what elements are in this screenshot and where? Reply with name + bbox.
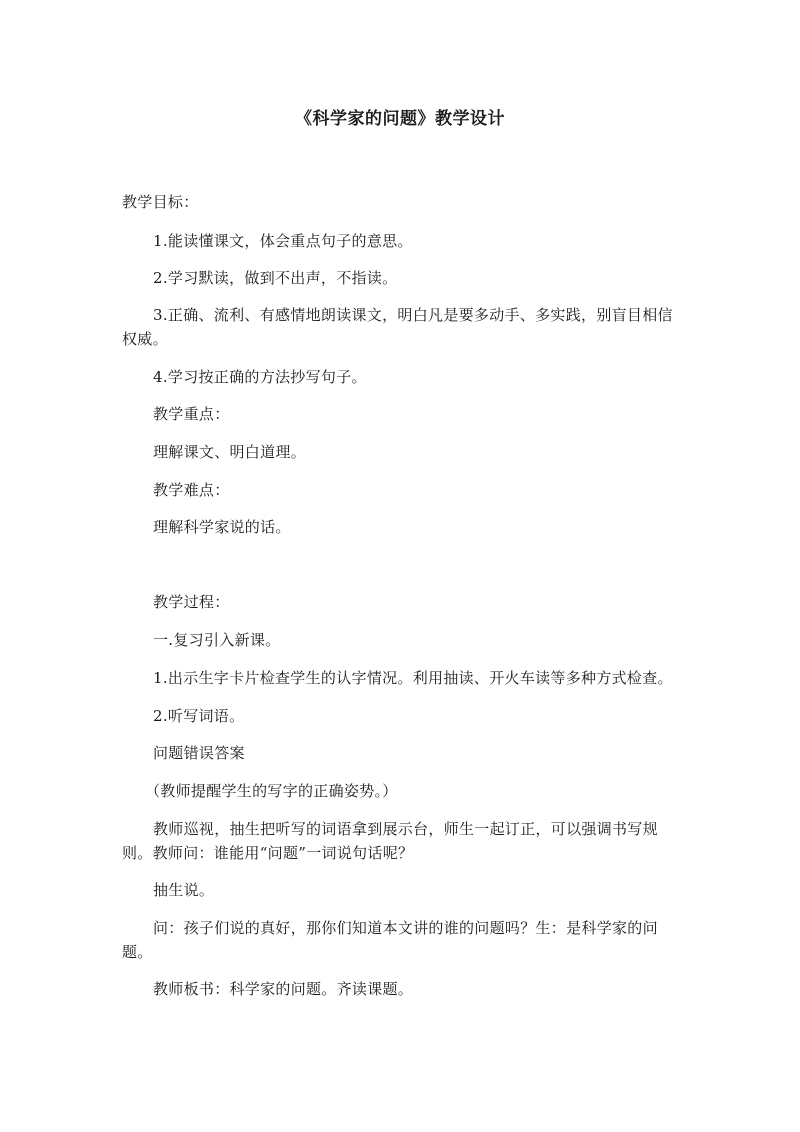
paragraph-blackboard: 教师板书：科学家的问题。齐读课题。 bbox=[153, 980, 414, 998]
paragraph-goal-2: 2.学习默读，做到不出声，不指读。 bbox=[153, 269, 398, 287]
paragraph-key-points-heading: 教学重点： bbox=[153, 405, 230, 423]
paragraph-goal-1: 1.能读懂课文，体会重点句子的意思。 bbox=[153, 232, 413, 250]
paragraph-process-heading: 教学过程： bbox=[153, 593, 230, 611]
paragraph-teaching-goals-heading: 教学目标： bbox=[122, 193, 199, 211]
paragraph-key-points: 理解课文、明白道理。 bbox=[153, 443, 307, 461]
paragraph-difficulties-heading: 教学难点： bbox=[153, 481, 230, 499]
paragraph-student-speaks: 抽生说。 bbox=[153, 881, 215, 899]
paragraph-difficulties: 理解科学家说的话。 bbox=[153, 518, 291, 536]
paragraph-step-2: 2.听写词语。 bbox=[153, 707, 245, 725]
paragraph-review-intro: 一.复习引入新课。 bbox=[153, 631, 281, 649]
paragraph-question: 问：孩子们说的真好，那你们知道本文讲的谁的问题吗？生：是科学家的问题。 bbox=[122, 919, 658, 961]
paragraph-goal-3: 3.正确、流利、有感情地朗读课文，明白凡是要多动手、多实践，别盲目相信权威。 bbox=[122, 306, 673, 348]
paragraph-step-1: 1.出示生字卡片检查学生的认字情况。利用抽读、开火车读等多种方式检查。 bbox=[153, 669, 673, 687]
paragraph-posture-note: （教师提醒学生的写字的正确姿势。） bbox=[145, 782, 398, 800]
document-title: 《科学家的问题》教学设计 bbox=[295, 109, 505, 129]
paragraph-wrong-answers: 问题错误答案 bbox=[153, 744, 245, 762]
paragraph-teacher-patrol: 教师巡视，抽生把听写的词语拿到展示台，师生一起订正，可以强调书写规则。教师问：谁能用“问题”一词说句话呢？ bbox=[122, 820, 658, 862]
paragraph-goal-4: 4.学习按正确的方法抄写句子。 bbox=[153, 368, 367, 386]
